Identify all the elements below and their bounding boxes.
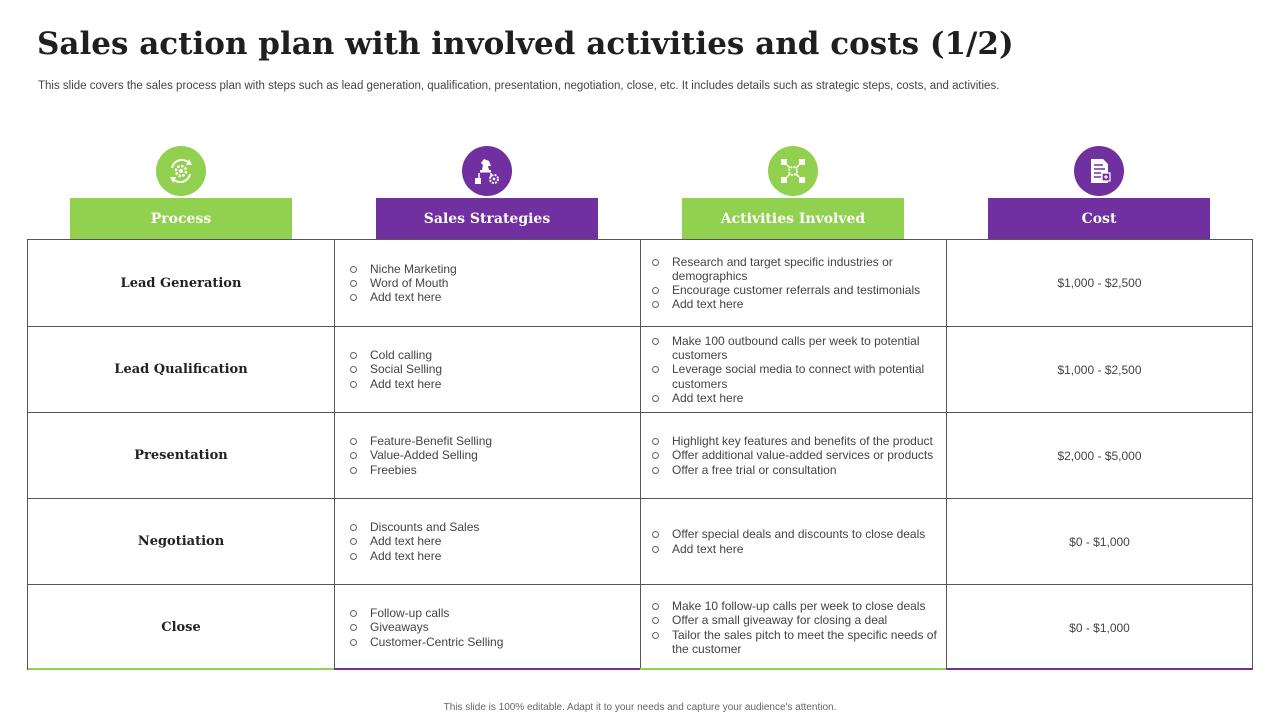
table-row [28, 584, 1252, 670]
cost-cell [946, 499, 1252, 584]
slide-title: Sales action plan with involved activities and costs (1/2) [37, 26, 1014, 62]
sales-plan-table [27, 239, 1253, 670]
activities-cell [640, 240, 946, 326]
stage-cell [28, 585, 334, 670]
activities-list [652, 255, 946, 312]
activities-cell [640, 585, 946, 670]
list-item: Add text here [652, 391, 946, 405]
list-item: Offer a free trial or consultation [652, 463, 939, 477]
list-item: Word of Mouth [350, 276, 457, 290]
invoice-document-icon [1074, 146, 1124, 196]
list-item: Feature-Benefit Selling [350, 434, 492, 448]
strategies-list [350, 434, 492, 477]
list-item: Add text here [350, 377, 442, 391]
strategies-cell [334, 413, 640, 498]
column-accent-sales-strategies [334, 668, 640, 670]
list-item: Follow-up calls [350, 606, 503, 620]
stage-cell [28, 327, 334, 412]
stage-label: Lead Generation [120, 275, 242, 291]
activities-cell [640, 499, 946, 584]
table-row [28, 498, 1252, 584]
stage-cell [28, 413, 334, 498]
chess-knight-gear-icon [462, 146, 512, 196]
list-item: Tailor the sales pitch to meet the specific needs of the customer [652, 628, 946, 656]
column-label-cost: Cost [988, 198, 1210, 240]
column-accent-process [28, 668, 334, 670]
stage-label: Close [161, 620, 201, 635]
column-accent-activities [640, 668, 946, 670]
stage-label: Presentation [134, 448, 228, 463]
strategies-cell [334, 327, 640, 412]
activities-list [652, 434, 939, 477]
network-nodes-icon [768, 146, 818, 196]
list-item: Add text here [350, 534, 479, 548]
cost-value: $0 - $1,000 [1069, 534, 1130, 549]
list-item: Giveaways [350, 620, 503, 634]
list-item: Make 100 outbound calls per week to potential customers [652, 334, 946, 362]
column-header-activities-involved [682, 146, 904, 240]
column-label-process: Process [70, 198, 292, 240]
list-item: Add text here [350, 549, 479, 563]
cost-value: $1,000 - $2,500 [1057, 276, 1142, 290]
list-item: Value-Added Selling [350, 448, 492, 462]
list-item: Highlight key features and benefits of the product [652, 434, 939, 448]
strategies-cell [334, 240, 640, 326]
stage-cell [28, 499, 334, 584]
gears-cycle-icon [156, 146, 206, 196]
list-item: Leverage social media to connect with potential customers [652, 362, 946, 390]
list-item: Offer special deals and discounts to close deals [652, 527, 931, 541]
list-item: Discounts and Sales [350, 520, 479, 534]
cost-cell [946, 327, 1252, 412]
slide-footer: This slide is 100% editable. Adapt it to your needs and capture your audience's attention. [443, 702, 837, 713]
stage-label: Lead Qualification [114, 362, 248, 377]
list-item: Add text here [350, 290, 457, 304]
cost-value: $1,000 - $2,500 [1057, 362, 1142, 377]
cost-cell [946, 240, 1252, 326]
stage-cell [28, 240, 334, 326]
list-item: Add text here [652, 297, 946, 311]
strategies-cell [334, 585, 640, 670]
table-row [28, 240, 1252, 326]
list-item: Social Selling [350, 362, 442, 376]
list-item: Customer-Centric Selling [350, 635, 503, 649]
list-item: Research and target specific industries or demographics [652, 255, 946, 283]
list-item: Niche Marketing [350, 262, 457, 276]
strategies-list [350, 606, 503, 649]
list-item: Offer additional value-added services or products [652, 448, 939, 462]
column-label-activities-involved: Activities Involved [682, 198, 904, 240]
activities-cell [640, 327, 946, 412]
activities-list [652, 334, 946, 405]
strategies-list [350, 262, 457, 305]
strategies-list [350, 520, 479, 563]
strategies-list [350, 348, 442, 391]
column-header-process [70, 146, 292, 240]
column-header-cost [988, 146, 1210, 240]
list-item: Offer a small giveaway for closing a deal [652, 613, 946, 627]
list-item: Encourage customer referrals and testimonials [652, 283, 946, 297]
cost-cell [946, 413, 1252, 498]
table-row [28, 412, 1252, 498]
cost-value: $2,000 - $5,000 [1057, 448, 1142, 463]
column-header-sales-strategies [376, 146, 598, 240]
table-row [28, 326, 1252, 412]
column-label-sales-strategies: Sales Strategies [376, 198, 598, 240]
activities-list [652, 599, 946, 656]
activities-list [652, 527, 931, 555]
strategies-cell [334, 499, 640, 584]
cost-value: $0 - $1,000 [1069, 620, 1130, 635]
list-item: Freebies [350, 463, 492, 477]
stage-label: Negotiation [137, 534, 225, 549]
activities-cell [640, 413, 946, 498]
list-item: Make 10 follow-up calls per week to close deals [652, 599, 946, 613]
column-accent-cost [946, 668, 1252, 670]
list-item: Cold calling [350, 348, 442, 362]
slide-subtitle: This slide covers the sales process plan with steps such as lead generation, qualification, presentation, negotiation, close, etc. It includes details such as strategic steps, costs, and activities. [38, 80, 1000, 92]
cost-cell [946, 585, 1252, 670]
list-item: Add text here [652, 542, 931, 556]
